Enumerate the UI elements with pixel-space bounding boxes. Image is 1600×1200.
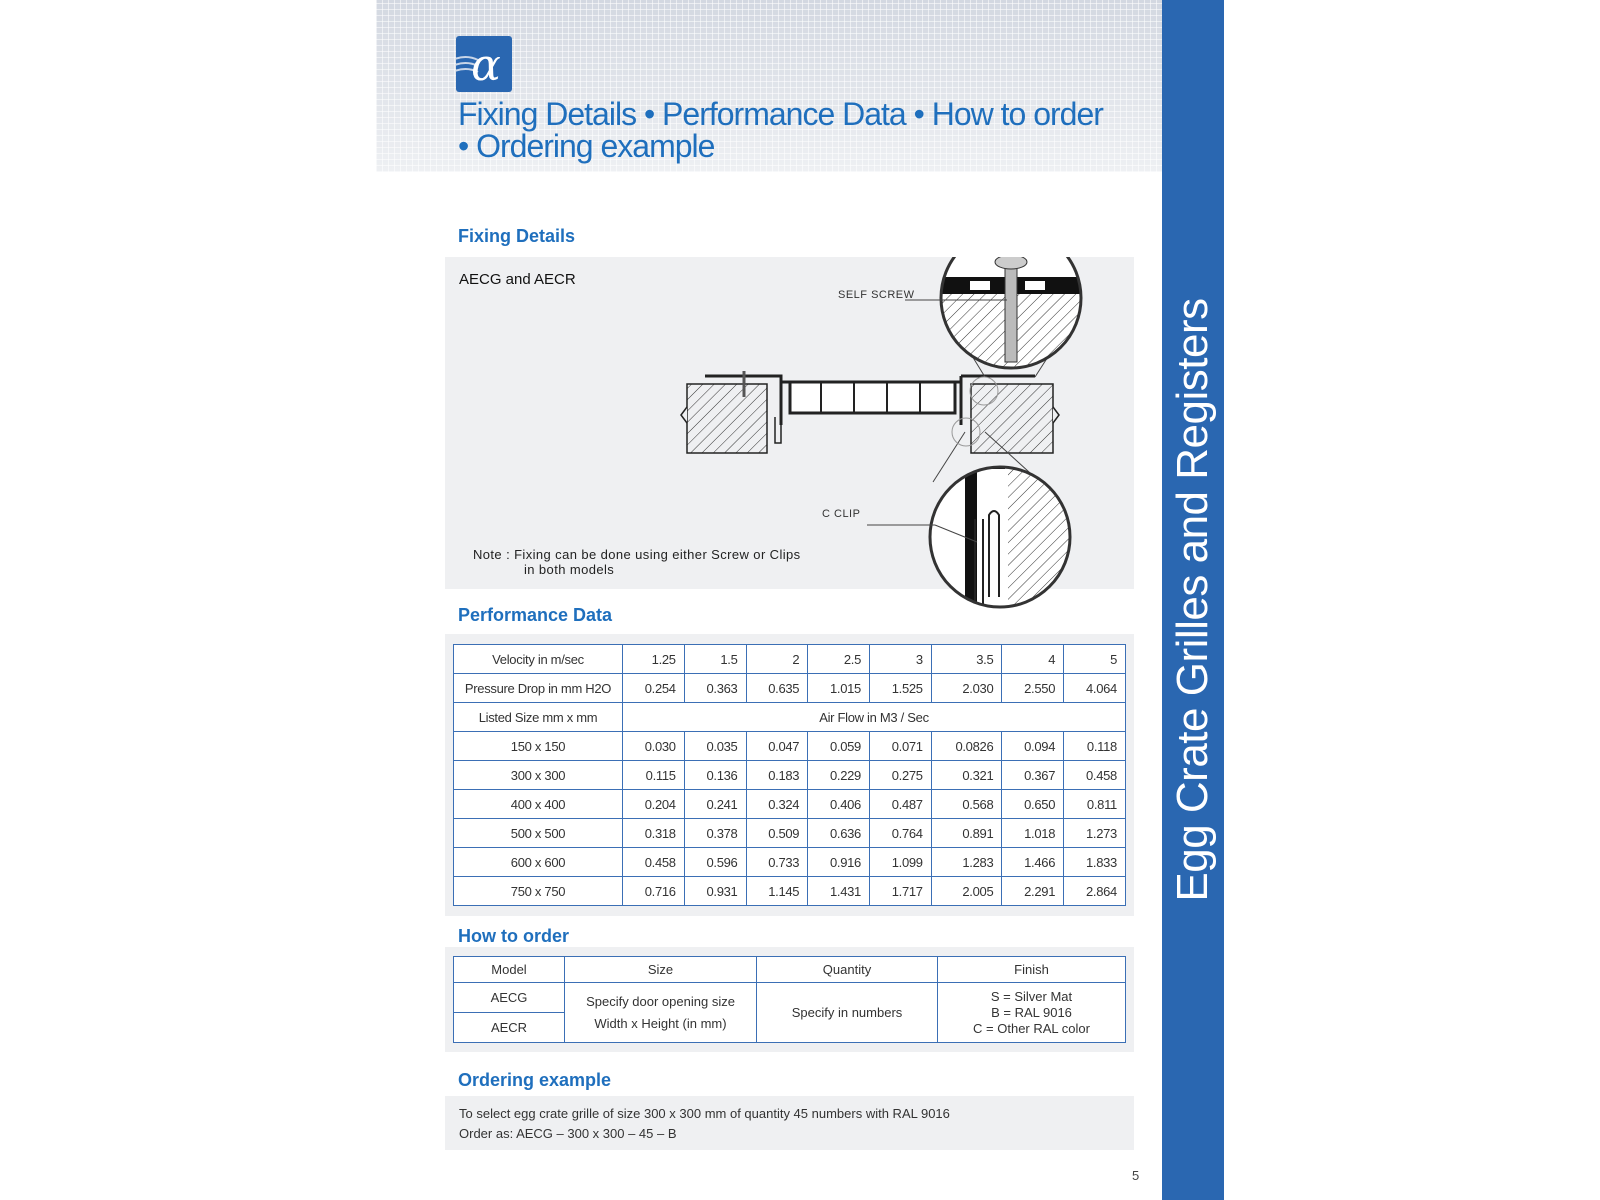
airflow-value: 1.717: [870, 877, 932, 906]
airflow-value: 0.367: [1002, 761, 1064, 790]
order-finish-other: C = Other RAL color: [973, 1020, 1090, 1036]
airflow-value: 0.509: [746, 819, 808, 848]
size-cell: 300 x 300: [454, 761, 623, 790]
airflow-value: 0.891: [931, 819, 1002, 848]
size-cell: 400 x 400: [454, 790, 623, 819]
pressure-value: 1.015: [808, 674, 870, 703]
catalog-page: [376, 0, 1162, 1200]
left-wall-block: [687, 384, 767, 453]
pressure-value: 4.064: [1064, 674, 1126, 703]
order-size-line2: Width x Height (in mm): [594, 1015, 727, 1031]
airflow-label: Air Flow in M3 / Sec: [623, 703, 1126, 732]
pressure-label: Pressure Drop in mm H2O: [454, 674, 623, 703]
airflow-value: 1.283: [931, 848, 1002, 877]
airflow-value: 0.071: [870, 732, 932, 761]
airflow-value: 1.145: [746, 877, 808, 906]
velocity-row: [454, 645, 1126, 674]
table-row: [454, 790, 1126, 819]
self-screw-label: SELF SCREW: [838, 289, 915, 301]
order-size-line1: Specify door opening size: [586, 993, 735, 1009]
order-header-quantity: Quantity: [757, 957, 938, 983]
order-header-row: [454, 957, 1126, 983]
order-table: [453, 956, 1126, 1043]
page-header: [376, 0, 1162, 172]
table-row: [454, 732, 1126, 761]
airflow-value: 0.406: [808, 790, 870, 819]
airflow-value: 0.136: [684, 761, 746, 790]
fixing-note: [473, 547, 801, 577]
order-finish-cell: [938, 983, 1126, 1043]
order-model-aecg: AECG: [454, 983, 565, 1013]
airflow-value: 0.487: [870, 790, 932, 819]
size-cell: 750 x 750: [454, 877, 623, 906]
ordering-example-line2: Order as: AECG – 300 x 300 – 45 – B: [459, 1126, 677, 1141]
ordering-example-panel: [445, 1096, 1134, 1150]
pressure-value: 2.030: [931, 674, 1002, 703]
airflow-value: 0.596: [684, 848, 746, 877]
fixing-note-line2: in both models: [524, 562, 615, 577]
order-quantity-cell: Specify in numbers: [757, 983, 938, 1043]
airflow-value: 0.115: [623, 761, 685, 790]
screw-detail-magnified: [941, 257, 1085, 370]
pressure-value: 0.254: [623, 674, 685, 703]
page-title-line2: • Ordering example: [458, 128, 715, 164]
alpha-logo-icon: [456, 36, 512, 92]
airflow-value: 0.458: [1064, 761, 1126, 790]
size-cell: 500 x 500: [454, 819, 623, 848]
velocity-value: 1.5: [684, 645, 746, 674]
airflow-value: 1.833: [1064, 848, 1126, 877]
airflow-value: 0.059: [808, 732, 870, 761]
order-header-model: Model: [454, 957, 565, 983]
how-to-order-panel: [445, 947, 1134, 1052]
velocity-value: 4: [1002, 645, 1064, 674]
pressure-value: 2.550: [1002, 674, 1064, 703]
airflow-value: 0.764: [870, 819, 932, 848]
airflow-value: 0.650: [1002, 790, 1064, 819]
performance-table-body: [454, 645, 1126, 906]
airflow-value: 0.716: [623, 877, 685, 906]
airflow-value: 0.035: [684, 732, 746, 761]
side-band-title: Egg Crate Grilles and Registers: [1168, 298, 1217, 902]
ordering-example-text: [459, 1104, 950, 1144]
airflow-value: 1.099: [870, 848, 932, 877]
airflow-value: 1.431: [808, 877, 870, 906]
size-label: Listed Size mm x mm: [454, 703, 623, 732]
size-cell: 600 x 600: [454, 848, 623, 877]
airflow-value: 0.030: [623, 732, 685, 761]
size-header-row: [454, 703, 1126, 732]
airflow-value: 1.466: [1002, 848, 1064, 877]
pressure-value: 1.525: [870, 674, 932, 703]
table-row: [454, 877, 1126, 906]
airflow-value: 2.291: [1002, 877, 1064, 906]
fixing-details-heading: Fixing Details: [458, 226, 576, 246]
performance-data-heading: Performance Data: [458, 605, 613, 625]
velocity-value: 3: [870, 645, 932, 674]
airflow-value: 0.183: [746, 761, 808, 790]
fixing-details-panel: [445, 257, 1134, 589]
airflow-value: 1.273: [1064, 819, 1126, 848]
pressure-value: 0.363: [684, 674, 746, 703]
fixing-note-line1: Note : Fixing can be done using either Screw or Clips: [473, 547, 801, 562]
airflow-value: 0.568: [931, 790, 1002, 819]
airflow-value: 0.318: [623, 819, 685, 848]
velocity-value: 2.5: [808, 645, 870, 674]
airflow-value: 0.636: [808, 819, 870, 848]
ordering-example-heading: Ordering example: [458, 1070, 612, 1090]
table-row: [454, 848, 1126, 877]
airflow-value: 0.916: [808, 848, 870, 877]
table-row: [454, 761, 1126, 790]
velocity-value: 2: [746, 645, 808, 674]
airflow-value: 0.275: [870, 761, 932, 790]
airflow-value: 0.321: [931, 761, 1002, 790]
velocity-value: 1.25: [623, 645, 685, 674]
velocity-value: 5: [1064, 645, 1126, 674]
airflow-value: 0.811: [1064, 790, 1126, 819]
order-row: [454, 983, 1126, 1013]
airflow-value: 0.204: [623, 790, 685, 819]
airflow-value: 0.458: [623, 848, 685, 877]
right-wall-block: [971, 384, 1053, 453]
table-row: [454, 819, 1126, 848]
airflow-value: 0.324: [746, 790, 808, 819]
airflow-value: 0.378: [684, 819, 746, 848]
airflow-value: 0.047: [746, 732, 808, 761]
page-title: [458, 98, 1148, 162]
airflow-value: 1.018: [1002, 819, 1064, 848]
ordering-example-line1: To select egg crate grille of size 300 x 300 mm of quantity 45 numbers with RAL 9016: [459, 1106, 950, 1121]
size-cell: 150 x 150: [454, 732, 623, 761]
order-finish-ral9016: B = RAL 9016: [991, 1004, 1072, 1020]
airflow-value: 0.229: [808, 761, 870, 790]
order-header-size: Size: [565, 957, 757, 983]
airflow-value: 2.864: [1064, 877, 1126, 906]
order-size-cell: [565, 983, 757, 1043]
page-number: 5: [1132, 1168, 1140, 1183]
velocity-value: 3.5: [931, 645, 1002, 674]
how-to-order-heading: How to order: [458, 926, 569, 946]
pressure-row: [454, 674, 1126, 703]
performance-table: [453, 644, 1126, 906]
order-header-finish: Finish: [938, 957, 1126, 983]
airflow-value: 0.094: [1002, 732, 1064, 761]
airflow-value: 0.733: [746, 848, 808, 877]
order-model-aecr: AECR: [454, 1013, 565, 1043]
fixing-subtitle: AECG and AECR: [459, 271, 576, 288]
order-finish-silver: S = Silver Mat: [990, 988, 1073, 1004]
page-title-line1: Fixing Details • Performance Data • How to order: [458, 96, 1103, 132]
airflow-value: 2.005: [931, 877, 1002, 906]
airflow-value: 0.931: [684, 877, 746, 906]
performance-data-panel: [445, 634, 1134, 916]
side-band: [1162, 0, 1224, 1200]
c-clip-label: C CLIP: [822, 508, 861, 520]
velocity-label: Velocity in m/sec: [454, 645, 623, 674]
airflow-value: 0.0826: [931, 732, 1002, 761]
airflow-value: 0.241: [684, 790, 746, 819]
svg-text:α: α: [471, 40, 501, 91]
egg-crate-core: [790, 382, 955, 413]
airflow-value: 0.118: [1064, 732, 1126, 761]
pressure-value: 0.635: [746, 674, 808, 703]
